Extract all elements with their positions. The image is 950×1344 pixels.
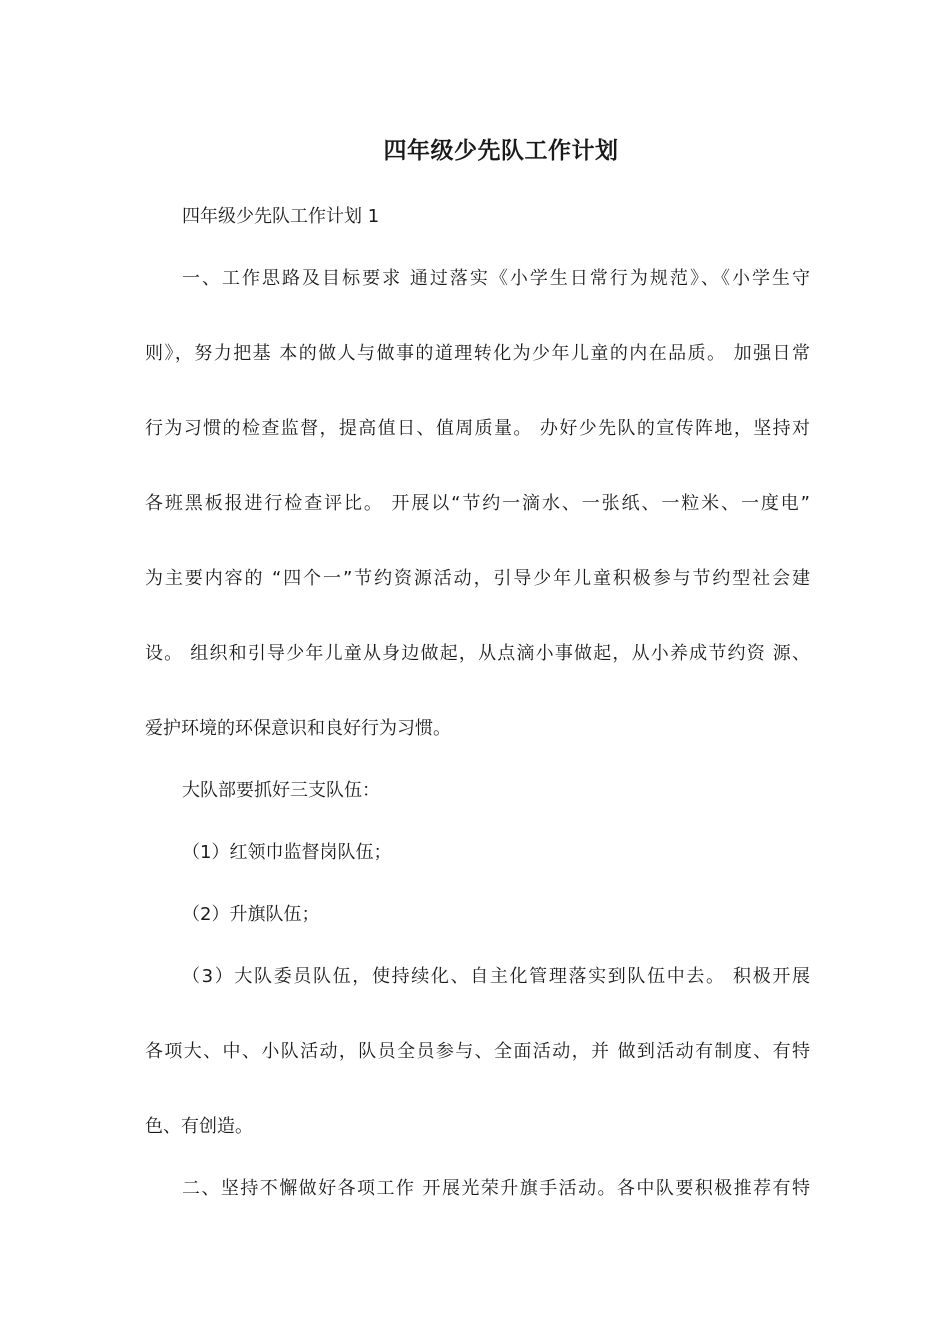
paragraph-line: 各项大、中、小队活动，队员全员参与、全面活动，并 做到活动有制度、有特: [145, 1041, 810, 1062]
paragraph-line: 色、有创造。: [145, 1116, 253, 1137]
list-item: （1）红领巾监督岗队伍；: [182, 842, 392, 863]
paragraph-line: 大队部要抓好三支队伍：: [182, 780, 380, 801]
section-heading-1: 四年级少先队工作计划 1: [182, 206, 380, 227]
paragraph-line: 爱护环境的环保意识和良好行为习惯。: [145, 718, 451, 739]
paragraph-line: 一、工作思路及目标要求 通过落实《小学生日常行为规范》、《小学生守: [182, 268, 810, 289]
paragraph-line: 设。 组织和引导少年儿童从身边做起，从点滴小事做起，从小养成节约资 源、: [145, 643, 810, 664]
paragraph-line: 各班黑板报进行检查评比。 开展以“节约一滴水、一张纸、一粒米、一度电”: [145, 493, 810, 514]
document-title: [0, 133, 950, 169]
list-item: （2）升旗队伍；: [182, 904, 320, 925]
list-item: （3）大队委员队伍，使持续化、自主化管理落实到队伍中去。 积极开展: [182, 966, 810, 987]
paragraph-line: 则》，努力把基 本的做人与做事的道理转化为少年儿童的内在品质。 加强日常: [145, 343, 810, 364]
paragraph-line: 行为习惯的检查监督，提高值日、值周质量。 办好少先队的宣传阵地，坚持对: [145, 418, 810, 439]
document-title-text: 四年级少先队工作计划: [383, 138, 619, 164]
paragraph-line: 为主要内容的 “四个一”节约资源活动，引导少年儿童积极参与节约型社会建: [145, 568, 810, 589]
section-heading-2: 二、坚持不懈做好各项工作 开展光荣升旗手活动。各中队要积极推荐有特: [182, 1178, 810, 1199]
